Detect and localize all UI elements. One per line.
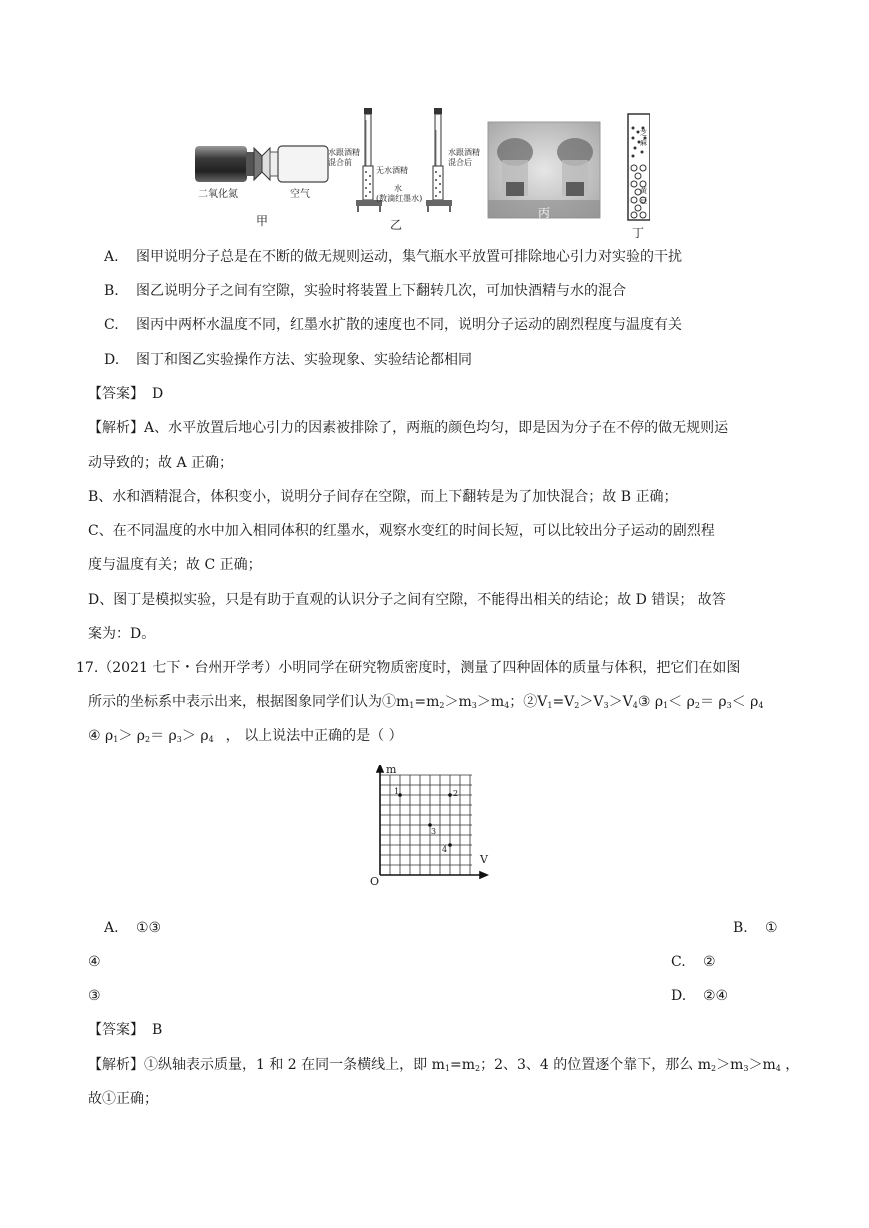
yi-caption: 乙 <box>390 218 403 232</box>
q17-graph-point-2: 2 <box>453 789 459 798</box>
jia-caption: 甲 <box>256 214 269 228</box>
q17-source: （2021 七下・台州开学考） <box>98 660 279 676</box>
q17-option-b-continued: ④ <box>88 954 101 970</box>
q17-option-b: B. ① <box>733 920 778 936</box>
q16-analysis-line-1: 【解析】A、水平放置后地心引力的因素被排除了，两瓶的颜色均匀，即是因为分子在不停的做无规则运 <box>88 420 729 436</box>
yi-before-label-2: 混合前 <box>328 158 352 167</box>
q17-stem-line-3: ④ $\rho_1> \rho_2= \rho_3> \rho_4$ ， 以上说法中正确的是（ ） <box>88 728 403 744</box>
q16-analysis-line-5: 度与温度有关；故 C 正确； <box>88 557 262 573</box>
q17-graph-point-3: 3 <box>431 827 437 836</box>
q17-number: 17. <box>76 660 99 676</box>
q17-option-c-continued: ③ <box>88 988 101 1004</box>
q17-graph-point-1: 1 <box>394 787 400 796</box>
q17-graph-points <box>398 793 452 847</box>
jia-right-label: 空气 <box>290 189 310 200</box>
experiment-figure-drawing <box>180 100 650 240</box>
ding-caption: 丁 <box>632 226 645 240</box>
q17-analysis-line-2: 故①正确； <box>88 1091 158 1107</box>
yi-after-label-1: 水跟酒精 <box>448 148 480 157</box>
q17-analysis-line-1: 【解析】①纵轴表示质量，1 和 2 在同一条横线上，即 $m_1=m_2$；2、3、4 的位置逐个靠下，那么 $m_2>m_3>m_4$ ， <box>88 1057 800 1073</box>
yi-alcohol-label: 无水酒精 <box>376 166 408 175</box>
q16-option-a: A. 图甲说明分子总是在不断的做无规则运动，集气瓶水平放置可排除地心引力对实验的干扰 <box>104 249 682 265</box>
yi-after-label-2: 混合后 <box>448 158 472 167</box>
q17-stem-line-1: 17.（2021 七下・台州开学考）小明同学在研究物质密度时，测量了四种固体的质量与体积，把它们在如图 <box>76 660 741 676</box>
q16-analysis-line-2: 动导致的；故 A 正确； <box>88 455 234 471</box>
yi-water-note: (数滴红墨水) <box>376 194 423 203</box>
q17-graph-y-axis-label: m <box>386 763 397 776</box>
q16-analysis-line-7: 案为：D。 <box>88 626 156 642</box>
q17-option-c: C. ② <box>671 954 716 970</box>
q16-answer: 【答案】 D <box>88 386 164 402</box>
yi-before-label-1: 水跟酒精 <box>328 148 360 157</box>
q17-graph-point-4: 4 <box>442 845 448 854</box>
experiment-figure <box>180 100 650 240</box>
q17-graph-axes <box>377 765 487 878</box>
q16-option-d: D. 图丁和图乙实验操作方法、实验现象、实验结论都相同 <box>104 352 472 368</box>
q16-option-c: C. 图丙中两杯水温度不同，红墨水扩散的速度也不同，说明分子运动的剧烈程度与温度有关 <box>104 317 682 333</box>
q16-option-b: B. 图乙说明分子之间有空隙，实验时将装置上下翻转几次，可加快酒精与水的混合 <box>104 283 626 299</box>
q17-graph-x-axis-label: V <box>480 853 488 866</box>
q16-analysis-line-4: C、在不同温度的水中加入相同体积的红墨水，观察水变红的时间长短，可以比较出分子运动的剧烈程 <box>88 523 715 539</box>
q16-analysis-line-6: D、图丁是模拟实验，只是有助于直观的认识分子之间有空隙，不能得出相关的结论；故 D 错误； 故答 <box>88 592 726 608</box>
q17-stem-line-2: 所示的坐标系中表示出来，根据图象同学们认为$①m_1=m_2>m_3>m_4$；$②V_1=V_2>V_3>V_4③$ $\rho_1< \rho_2= \rho_3< \rho_4$ <box>88 694 764 710</box>
q17-option-a: A. ①③ <box>104 920 162 936</box>
q17-option-d: D. ②④ <box>671 988 729 1004</box>
q17-answer: 【答案】 B <box>88 1022 163 1038</box>
ding-top-label: 芝麻 <box>640 129 647 147</box>
yi-water-label: 水 <box>394 184 402 193</box>
jia-left-label: 二氧化氮 <box>198 189 238 200</box>
q16-analysis-line-3: B、水和酒精混合，体积变小，说明分子间存在空隙，而上下翻转是为了加快混合；故 B 正确； <box>88 489 678 505</box>
bing-caption: 丙 <box>538 206 551 220</box>
q17-graph-origin-label: O <box>370 875 380 888</box>
ding-bottom-label: 黄豆 <box>640 187 647 205</box>
q17-graph <box>368 765 498 890</box>
jia-apparatus <box>195 146 328 182</box>
